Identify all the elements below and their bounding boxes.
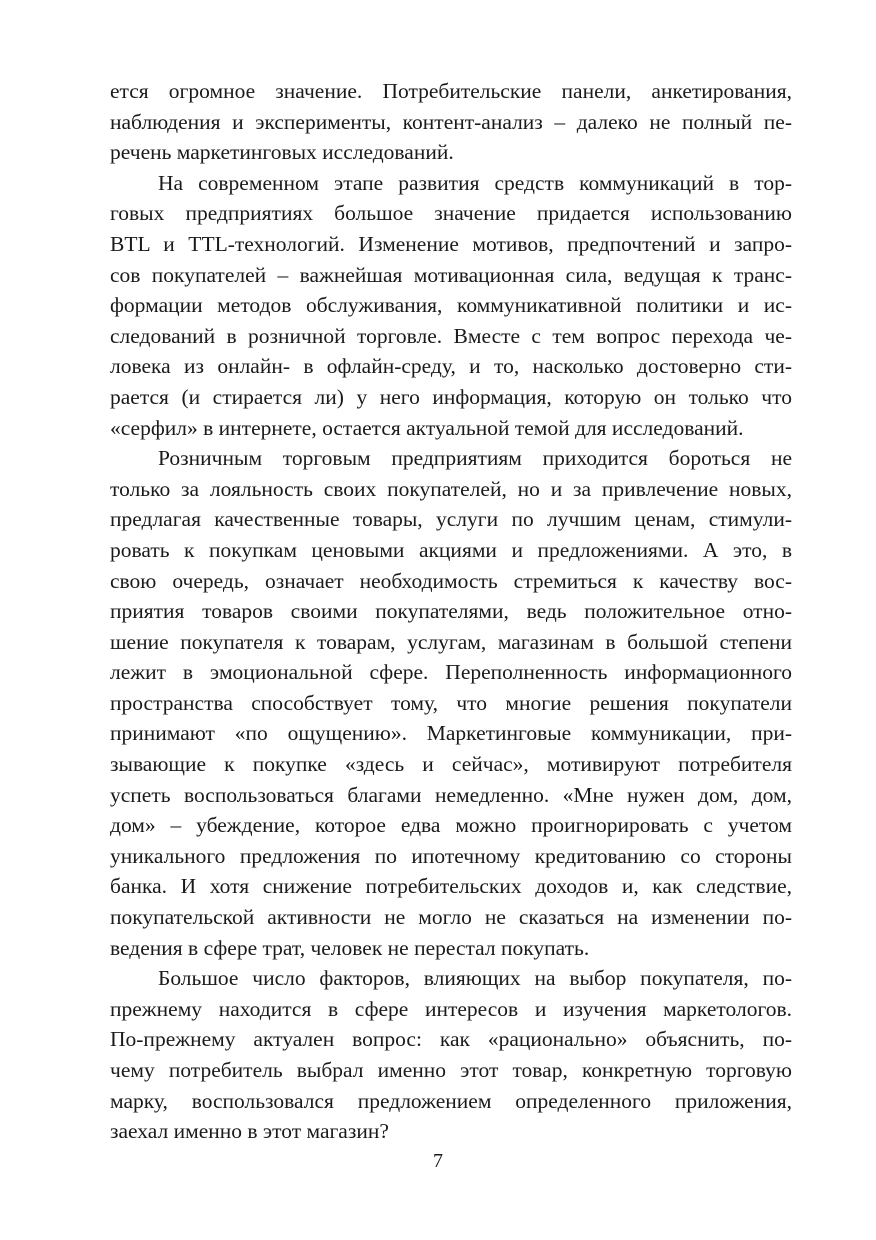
text-line: покупательской активности не могло не сказаться на изменении по- xyxy=(110,905,792,930)
text-line: принимают «по ощущению». Маркетинговые коммуникации, при- xyxy=(110,721,792,746)
text-line: приятия товаров своими покупателями, ведь положительное отно- xyxy=(110,599,792,624)
text-line: ведения в сфере трат, человек не перестал покупать. xyxy=(110,935,590,960)
text-line: дом» – убеждение, которое едва можно проигнорировать с учетом xyxy=(110,813,792,838)
text-line: марку, воспользовался предложением определенного приложения, xyxy=(110,1088,792,1113)
text-line: Большое число факторов, влияющих на выбор покупателя, по- xyxy=(158,966,792,991)
text-line: ловека из онлайн- в офлайн-среду, и то, насколько достоверно сти- xyxy=(110,354,792,379)
paragraph xyxy=(110,443,792,963)
text-line: ровать к покупкам ценовыми акциями и предложениями. А это, в xyxy=(110,537,792,562)
paragraph xyxy=(110,963,792,1147)
paragraph xyxy=(110,168,792,443)
text-line: чему потребитель выбрал именно этот товар, конкретную торговую xyxy=(110,1058,792,1082)
text-line: На современном этапе развития средств коммуникаций в тор- xyxy=(158,170,792,195)
text-line: шение покупателя к товарам, услугам, магазинам в большой степени xyxy=(110,629,792,654)
text-line: говых предприятиях большое значение придается использованию xyxy=(110,201,792,226)
text-line: лежит в эмоциональной сфере. Переполненность информационного xyxy=(110,660,792,685)
text-line: наблюдения и эксперименты, контент-анализ – далеко не полный пе- xyxy=(110,109,792,134)
text-line: рается (и стирается ли) у него информация, которую он только что xyxy=(110,384,792,409)
text-line: пространства способствует тому, что многие решения покупатели xyxy=(110,690,792,715)
text-line: успеть воспользоваться благами немедленно. «Мне нужен дом, дом, xyxy=(110,782,792,807)
text-line: банка. И хотя снижение потребительских доходов и, как следствие, xyxy=(110,874,792,899)
text-line: прежнему находится в сфере интересов и изучения маркетологов. xyxy=(110,996,792,1021)
page-body xyxy=(110,76,792,1147)
text-line: «серфил» в интернете, остается актуальной темой для исследований. xyxy=(110,415,744,440)
text-line: сов покупателей – важнейшая мотивационная сила, ведущая к транс- xyxy=(110,262,792,287)
text-line: формации методов обслуживания, коммуникативной политики и ис- xyxy=(110,293,792,318)
text-line: предлагая качественные товары, услуги по лучшим ценам, стимули- xyxy=(110,507,792,532)
text-line: речень маркетинговых исследований. xyxy=(110,140,454,165)
text-line: заехал именно в этот магазин? xyxy=(110,1119,389,1144)
text-line: По-прежнему актуален вопрос: как «рационально» объяснить, по- xyxy=(110,1027,792,1052)
text-line: зывающие к покупке «здесь и сейчас», мотивируют потребителя xyxy=(110,752,792,777)
text-line: ется огромное значение. Потребительские панели, анкетирования, xyxy=(110,79,792,103)
text-line: следований в розничной торговле. Вместе с тем вопрос перехода че- xyxy=(110,323,792,348)
text-line: BTL и TTL-технологий. Изменение мотивов, предпочтений и запро- xyxy=(110,231,792,256)
text-line: Розничным торговым предприятиям приходится бороться не xyxy=(158,446,792,471)
text-line: свою очередь, означает необходимость стремиться к качеству вос- xyxy=(110,568,792,593)
text-line: только за лояльность своих покупателей, но и за привлечение новых, xyxy=(110,476,792,501)
page-number: 7 xyxy=(433,1150,443,1172)
paragraph xyxy=(110,76,792,168)
text-line: уникального предложения по ипотечному кредитованию со стороны xyxy=(110,843,792,868)
